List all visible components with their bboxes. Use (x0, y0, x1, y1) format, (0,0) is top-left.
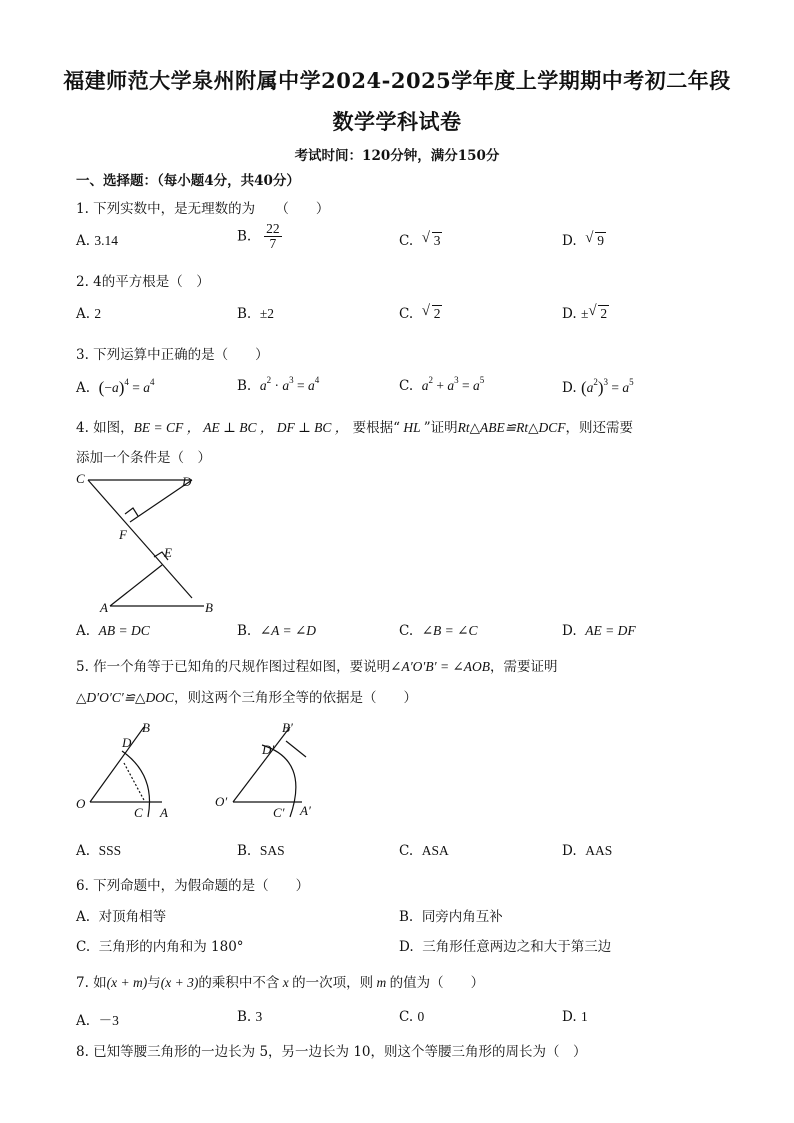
q6-option-b (399, 905, 503, 925)
fraction-numerator: 22 (266, 221, 280, 236)
option-label: B. (237, 1009, 252, 1025)
q1-option-c (399, 230, 442, 249)
stem-math: △D′O′C′≌△DOC (76, 690, 174, 705)
point-label-c-prime: C′ (273, 805, 285, 820)
stem-math: HL (400, 420, 424, 435)
option-label: A. (76, 843, 91, 859)
option-text: ∠B = ∠C (421, 623, 478, 638)
option-label: D. (562, 306, 577, 322)
segment-bc (88, 480, 192, 598)
question-4-stem-line2: 添加一个条件是（ ） (76, 450, 211, 466)
stem-text: 的值为（ ） (389, 975, 485, 991)
option-label: D. (562, 843, 577, 859)
option-label: D. (562, 233, 577, 249)
stem-math: Rt△ABE≌Rt△DCF (457, 420, 566, 435)
question-5-stem-line2 (76, 686, 417, 706)
question-3-stem: 3. 下列运算中正确的是（ ） (76, 347, 269, 363)
expression: $a^2 + a^3 = a^5$ (421, 375, 485, 393)
expression: $a^2 \cdot a^3 = a^4$ (259, 375, 320, 393)
sqrt-icon: √ (585, 230, 594, 246)
q6-option-a (76, 905, 166, 925)
option-text: AB = DC (98, 623, 150, 638)
option-text: 1 (580, 1009, 588, 1024)
stem-math: (x + m) (106, 975, 148, 990)
option-text: 0 (417, 1009, 425, 1024)
section-heading: 一、选择题：（每小题4分，共40分） (76, 173, 300, 189)
q2-option-d (562, 303, 609, 322)
option-label: B. (237, 378, 252, 394)
option-label: C. (399, 843, 414, 859)
q5-option-b (237, 843, 285, 859)
question-8-stem: 8. 已知等腰三角形的一边长为 5，另一边长为 10，则这个等腰三角形的周长为（ ） (76, 1044, 587, 1060)
stem-math: BE = CF ， AE ⊥ BC ， DF ⊥ BC ， (133, 420, 349, 435)
ray-ob-prime (233, 727, 290, 802)
q5-option-a (76, 843, 121, 859)
q5-option-d (562, 843, 612, 859)
option-text: SAS (259, 843, 285, 858)
radicand: 2 (433, 306, 441, 321)
option-label: C. (76, 939, 91, 955)
sqrt-icon: √ (588, 303, 597, 319)
option-label: D. (562, 623, 577, 639)
q7-option-a (76, 1009, 119, 1029)
question-7-stem (76, 971, 484, 991)
stem-text: 5. 作一个角等于已知角的尺规作图过程如图，要说明 (76, 659, 391, 675)
q1-option-b (237, 222, 282, 251)
q4-option-c (399, 623, 477, 639)
option-text: 3 (255, 1009, 263, 1024)
radicand: 2 (600, 306, 608, 321)
option-text: －3 (98, 1013, 119, 1028)
point-label-f: F (119, 527, 127, 542)
option-label: C. (399, 378, 414, 394)
stem-text: ”证明 (423, 420, 458, 436)
fraction (264, 222, 282, 251)
option-label: A. (76, 306, 91, 322)
stem-text: 的一次项，则 (292, 975, 374, 991)
q2-option-a (76, 306, 101, 322)
option-text: 2 (94, 306, 102, 321)
option-text: 同旁内角互补 (421, 909, 503, 925)
q4-figure (70, 468, 230, 618)
option-text: 三角形的内角和为 180° (98, 939, 244, 955)
option-label: D. (562, 1009, 577, 1025)
stem-math: x (279, 975, 293, 990)
q2-option-b (237, 306, 274, 322)
radical (585, 230, 606, 249)
option-label: B. (237, 843, 252, 859)
point-label-b-prime: B′ (282, 720, 293, 735)
point-label-a-prime: A′ (300, 803, 311, 818)
option-label: C. (399, 623, 414, 639)
sqrt-icon: √ (421, 303, 430, 319)
exam-title: 福建师范大学泉州附属中学2024-2025学年度上学期期中考初二年段 (63, 68, 731, 93)
q2-option-c (399, 303, 442, 322)
question-2-stem: 2. 4的平方根是（ ） (76, 274, 210, 290)
point-label-b: B (205, 600, 213, 615)
point-label-o-prime: O′ (215, 794, 228, 809)
q3-option-b (237, 375, 320, 394)
option-text: 三角形任意两边之和大于第三边 (422, 939, 612, 955)
stem-math: m (373, 975, 390, 990)
option-label: B. (399, 909, 414, 925)
point-label-d: D (122, 735, 132, 750)
q7-option-b (237, 1009, 262, 1025)
option-label: A. (76, 623, 91, 639)
point-label-e: E (164, 545, 172, 560)
stem-text: 与 (147, 975, 161, 991)
q4-option-d (562, 623, 636, 639)
stem-text: 7. 如 (76, 975, 107, 991)
radical (588, 303, 609, 322)
q3-option-c (399, 375, 485, 394)
q5-figure (70, 715, 340, 830)
q3-option-a (76, 378, 154, 398)
stem-text: ，需要证明 (490, 659, 558, 675)
option-text: 3.14 (94, 233, 118, 248)
q4-option-b (237, 623, 316, 639)
option-text: ASA (421, 843, 449, 858)
question-6-stem: 6. 下列命题中，为假命题的是（ ） (76, 878, 310, 894)
point-label-b: B (142, 720, 150, 735)
stem-text: 要根据“ (348, 420, 400, 436)
radical (421, 303, 443, 322)
option-label: A. (76, 909, 91, 925)
option-text: AAS (585, 843, 613, 858)
arc-mark-right (286, 741, 306, 757)
option-label: C. (399, 1009, 414, 1025)
q7-option-d (562, 1009, 588, 1025)
q4-option-a (76, 623, 150, 639)
radical (421, 230, 443, 249)
plus-minus: ± (580, 306, 589, 321)
option-text: SSS (98, 843, 122, 858)
segment-dc-dashed (124, 763, 145, 802)
exam-subject-title: 数学学科试卷 (332, 109, 462, 134)
point-label-c: C (76, 471, 85, 486)
stem-text: ，则还需要 (565, 420, 633, 436)
exam-time-info: 考试时间：120分钟，满分150分 (294, 148, 500, 164)
fraction-denominator: 7 (269, 236, 277, 252)
option-label: A. (76, 380, 91, 396)
q6-option-c (76, 935, 244, 955)
segment-ae (110, 565, 162, 606)
option-label: B. (237, 228, 252, 245)
option-text: AE = DF (585, 623, 636, 638)
option-label: D. (399, 939, 414, 955)
point-label-a: A (100, 600, 108, 615)
q1-option-d (562, 230, 606, 249)
ray-ob (90, 727, 144, 802)
stem-math: (x + 3) (160, 975, 199, 990)
stem-text: 4. 如图， (76, 420, 134, 436)
option-text: ±2 (259, 306, 274, 321)
q6-option-d (399, 935, 611, 955)
sqrt-icon: √ (421, 230, 430, 246)
expression: $(a^2)^3 = a^5$ (580, 377, 634, 397)
radicand: 3 (433, 233, 441, 248)
point-label-a: A (160, 805, 168, 820)
right-angle-mark-f (125, 508, 138, 516)
radicand: 9 (597, 233, 604, 248)
stem-math: ∠A′O′B′ = ∠AOB (390, 659, 490, 674)
q3-option-d (562, 378, 634, 398)
q7-option-c (399, 1009, 424, 1025)
option-text: ∠A = ∠D (259, 623, 317, 638)
stem-text: 的乘积中不含 (198, 975, 280, 991)
option-text: 对顶角相等 (98, 909, 167, 925)
point-label-o: O (76, 796, 86, 811)
q5-option-c (399, 843, 449, 859)
expression: $(-a)^4 = a^4$ (98, 377, 155, 397)
question-4-stem (76, 416, 633, 436)
option-label: A. (76, 1013, 91, 1029)
question-5-stem (76, 655, 558, 675)
option-label: A. (76, 233, 91, 249)
option-label: B. (237, 306, 252, 322)
option-label: C. (399, 306, 414, 322)
point-label-d-prime: D′ (262, 742, 275, 757)
point-label-c: C (134, 805, 143, 820)
option-label: B. (237, 623, 252, 639)
question-1-stem: 1. 下列实数中，是无理数的为 （ ） (76, 201, 330, 217)
option-label: D. (562, 380, 577, 396)
option-label: C. (399, 233, 414, 249)
point-label-d: D (182, 474, 192, 489)
q1-option-a (76, 233, 118, 249)
stem-text: ，则这两个三角形全等的依据是（ ） (173, 690, 417, 706)
